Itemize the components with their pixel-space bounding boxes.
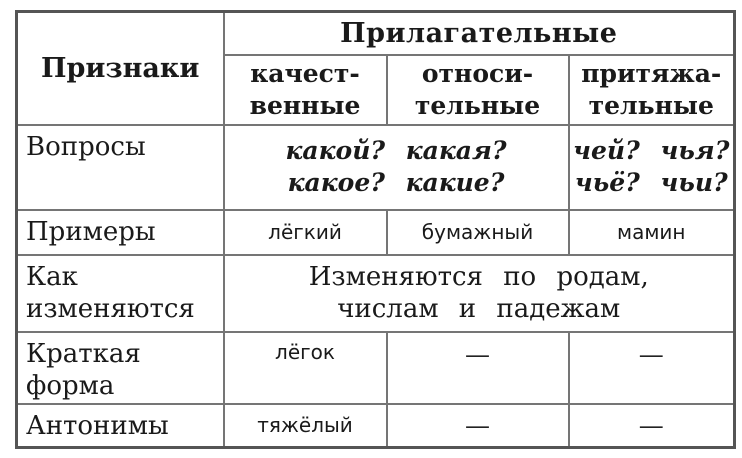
row-label-line: Как [26,261,78,292]
group-header-prilagatelnye: Прилагательные [224,12,735,55]
cell-questions-qualitative-relative [224,125,569,210]
column-header-line: относи- [421,59,534,88]
cell-example-relative: бумажный [387,210,569,255]
cell-how-change-value [224,255,735,332]
questions-line: чьё? чьи? [574,168,728,197]
cell-short-form-relative-dash: — [387,332,569,404]
row-label-line: форма [26,371,115,401]
table-row-short-form [17,332,735,404]
column-header-line: качест- [250,59,360,88]
row-label-examples: Примеры [17,210,224,255]
column-header-line: тельные [414,90,541,120]
cell-example-possessive: мамин [569,210,735,255]
column-header-line: притяжа- [581,59,722,88]
cell-antonym-possessive-dash: — [569,404,735,448]
column-header-line: венные [249,90,361,120]
adjectives-features-table [15,10,736,449]
column-header-possessive [569,55,735,125]
row-label-how-change [17,255,224,332]
column-header-relative [387,55,569,125]
row-label-short-form [17,332,224,404]
questions-line: какое? какие? [287,168,505,197]
cell-example-qualitative: лёгкий [224,210,387,255]
table-row-questions [17,125,735,210]
row-label-line: Краткая [26,338,141,369]
how-change-line: Изменяются по родам, [308,261,649,292]
how-change-line: числам и падежам [337,294,621,324]
questions-line: чей? чья? [573,136,730,165]
row-label-antonyms: Антонимы [17,404,224,448]
table-row-group-header [17,12,735,55]
table-row-antonyms [17,404,735,448]
row-label-questions: Вопросы [17,125,224,210]
column-header-qualitative [224,55,387,125]
cell-antonym-relative-dash: — [387,404,569,448]
table-row-how-change [17,255,735,332]
table-row-examples [17,210,735,255]
cell-questions-possessive [569,125,735,210]
corner-header-priznaki: Признаки [17,12,224,125]
row-label-line: изменяются [26,294,195,324]
questions-line: какой? какая? [285,136,507,165]
column-header-line: тельные [588,90,714,120]
cell-antonym-qualitative: тяжёлый [224,404,387,448]
cell-short-form-qualitative: лёгок [224,332,387,404]
cell-short-form-possessive-dash: — [569,332,735,404]
